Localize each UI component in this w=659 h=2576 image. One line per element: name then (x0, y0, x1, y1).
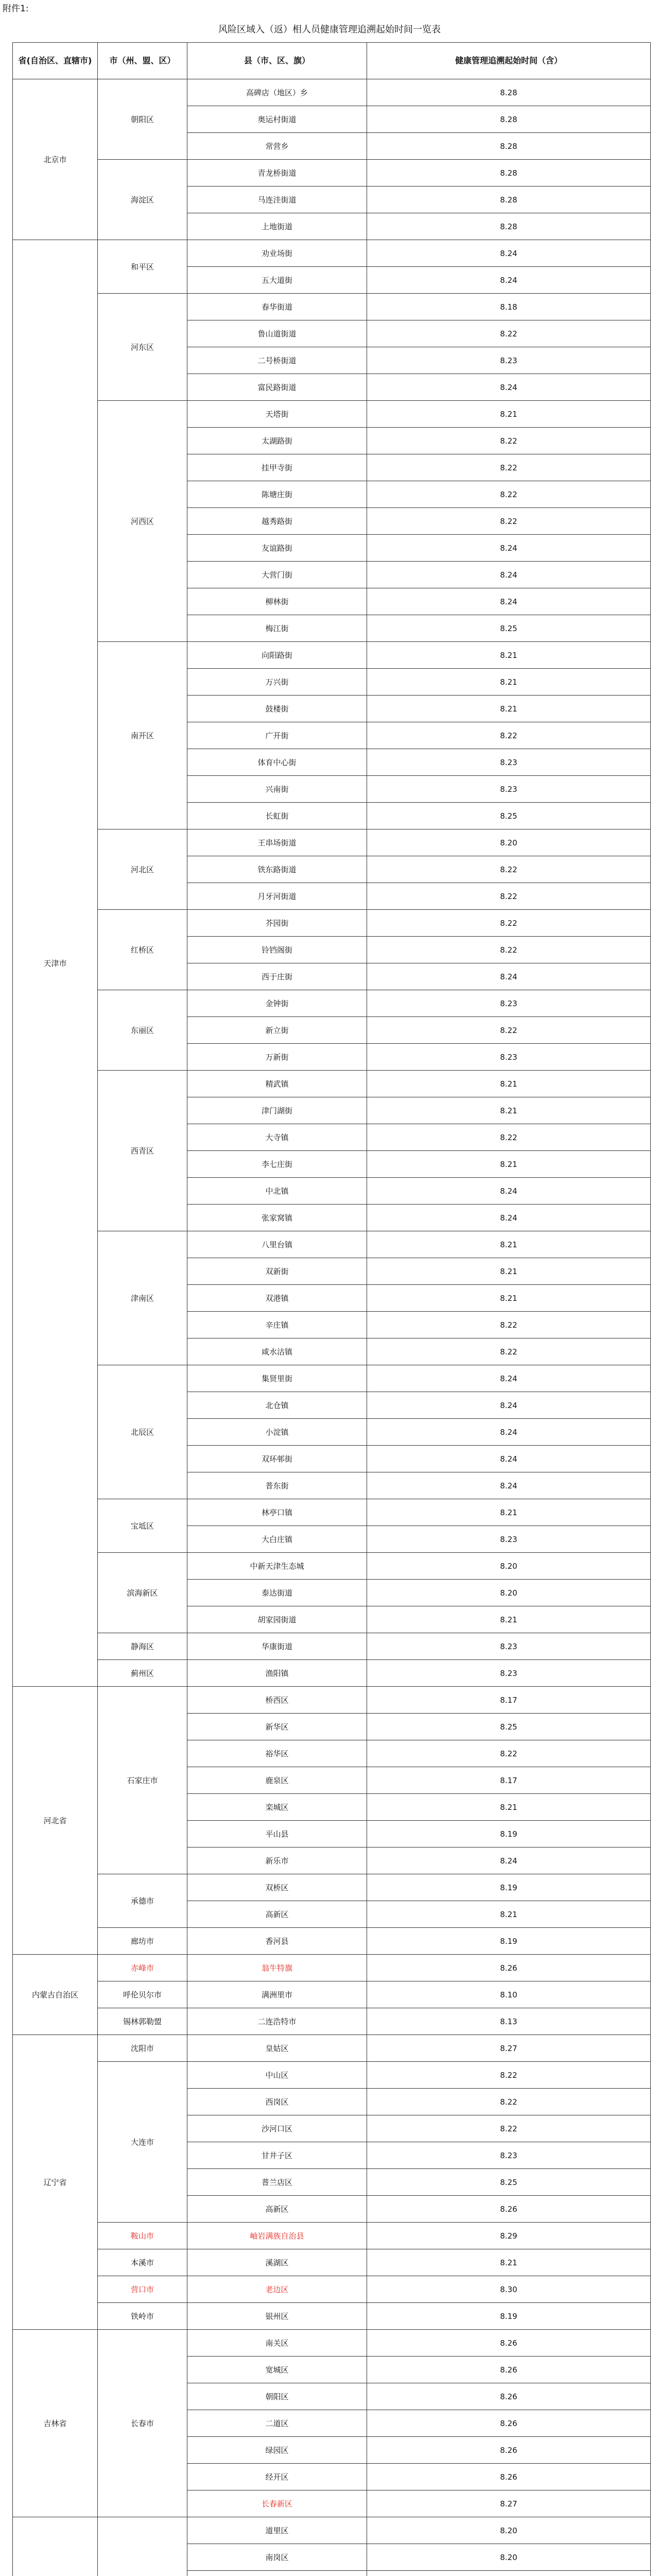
table-row (13, 990, 651, 1017)
county-cell: 大白庄镇 (187, 1526, 367, 1553)
county-cell: 万新街 (187, 1044, 367, 1071)
county-cell: 普东街 (187, 1472, 367, 1499)
start-time-cell: 8.26 (367, 2464, 651, 2490)
county-cell: 梅江街 (187, 615, 367, 642)
start-time-cell: 8.21 (367, 696, 651, 722)
table-row (13, 160, 651, 187)
city-cell: 和平区 (98, 240, 187, 294)
table-row (13, 1660, 651, 1687)
county-cell: 普兰店区 (187, 2169, 367, 2196)
county-cell: 双新街 (187, 1258, 367, 1285)
table-row (13, 1231, 651, 1258)
start-time-cell: 8.22 (367, 1017, 651, 1044)
start-time-cell: 8.24 (367, 562, 651, 588)
city-cell: 河西区 (98, 401, 187, 642)
city-cell: 本溪市 (98, 2249, 187, 2276)
table-row (13, 2062, 651, 2089)
county-cell: 中新天津生态城 (187, 1553, 367, 1580)
table-row (13, 2330, 651, 2357)
county-cell: 长春新区 (187, 2490, 367, 2517)
start-time-cell: 8.24 (367, 267, 651, 294)
start-time-cell: 8.26 (367, 2357, 651, 2383)
city-cell: 呼伦贝尔市 (98, 1981, 187, 2008)
start-time-cell: 8.24 (367, 240, 651, 267)
start-time-cell: 8.24 (367, 588, 651, 615)
start-time-cell: 8.19 (367, 1821, 651, 1848)
city-cell: 滨海新区 (98, 1553, 187, 1633)
start-time-cell (367, 2571, 651, 2576)
start-time-cell: 8.26 (367, 2196, 651, 2223)
county-cell: 金钟街 (187, 990, 367, 1017)
start-time-cell: 8.22 (367, 1740, 651, 1767)
city-cell: 蓟州区 (98, 1660, 187, 1687)
province-cell: 北京市 (13, 79, 98, 240)
county-cell: 双港镇 (187, 1285, 367, 1312)
start-time-cell: 8.28 (367, 213, 651, 240)
start-time-cell: 8.24 (367, 1446, 651, 1472)
city-cell: 宝坻区 (98, 1499, 187, 1553)
start-time-cell: 8.28 (367, 133, 651, 160)
city-cell: 津南区 (98, 1231, 187, 1365)
county-cell: 富民路街道 (187, 374, 367, 401)
start-time-cell: 8.22 (367, 1338, 651, 1365)
table-row (13, 2249, 651, 2276)
start-time-cell: 8.28 (367, 160, 651, 187)
city-cell: 石家庄市 (98, 1687, 187, 1874)
start-time-cell: 8.27 (367, 2490, 651, 2517)
start-time-cell: 8.20 (367, 829, 651, 856)
start-time-cell: 8.19 (367, 1928, 651, 1955)
county-cell: 北仓镇 (187, 1392, 367, 1419)
table-row (13, 2035, 651, 2062)
start-time-cell: 8.23 (367, 1633, 651, 1660)
county-cell: 张家窝镇 (187, 1205, 367, 1231)
start-time-cell: 8.24 (367, 1365, 651, 1392)
start-time-cell: 8.22 (367, 481, 651, 508)
table-row (13, 2008, 651, 2035)
city-cell: 北辰区 (98, 1365, 187, 1499)
start-time-cell: 8.20 (367, 1553, 651, 1580)
city-cell: 营口市 (98, 2276, 187, 2303)
county-cell: 裕华区 (187, 1740, 367, 1767)
start-time-cell: 8.24 (367, 1205, 651, 1231)
start-time-cell: 8.25 (367, 2169, 651, 2196)
start-time-cell: 8.17 (367, 1767, 651, 1794)
start-time-cell: 8.22 (367, 722, 651, 749)
province-cell: 内蒙古自治区 (13, 1955, 98, 2035)
table-row (13, 79, 651, 106)
county-cell: 万兴街 (187, 669, 367, 696)
county-cell: 鼓楼街 (187, 696, 367, 722)
start-time-cell: 8.22 (367, 2089, 651, 2115)
start-time-cell: 8.26 (367, 1955, 651, 1981)
start-time-cell: 8.28 (367, 106, 651, 133)
county-cell: 奥运村街道 (187, 106, 367, 133)
city-cell: 锡林郭勒盟 (98, 2008, 187, 2035)
county-cell: 满洲里市 (187, 1981, 367, 2008)
county-cell: 津门湖街 (187, 1097, 367, 1124)
start-time-cell: 8.23 (367, 776, 651, 803)
county-cell: 溪湖区 (187, 2249, 367, 2276)
county-cell: 中北镇 (187, 1178, 367, 1205)
start-time-cell: 8.13 (367, 2008, 651, 2035)
province-cell (13, 2517, 98, 2576)
city-cell: 长春市 (98, 2330, 187, 2517)
table-row (13, 401, 651, 428)
start-time-cell: 8.23 (367, 990, 651, 1017)
county-cell: 友谊路街 (187, 535, 367, 562)
county-cell: 集贤里街 (187, 1365, 367, 1392)
start-time-cell: 8.26 (367, 2410, 651, 2437)
county-cell: 香河县 (187, 1928, 367, 1955)
start-time-cell: 8.24 (367, 1419, 651, 1446)
county-cell: 高新区 (187, 1901, 367, 1928)
county-cell: 青龙桥街道 (187, 160, 367, 187)
county-cell: 岫岩满族自治县 (187, 2223, 367, 2249)
city-cell: 河东区 (98, 294, 187, 401)
county-cell: 八里台镇 (187, 1231, 367, 1258)
county-cell: 桥西区 (187, 1687, 367, 1714)
county-cell: 新立街 (187, 1017, 367, 1044)
start-time-cell: 8.21 (367, 669, 651, 696)
county-cell: 沙河口区 (187, 2115, 367, 2142)
county-cell: 上地街道 (187, 213, 367, 240)
county-cell: 咸水沽镇 (187, 1338, 367, 1365)
county-cell: 南岗区 (187, 2544, 367, 2571)
start-time-cell: 8.21 (367, 1285, 651, 1312)
city-cell: 鞍山市 (98, 2223, 187, 2249)
table-row (13, 829, 651, 856)
county-cell: 道里区 (187, 2517, 367, 2544)
start-time-cell: 8.19 (367, 1874, 651, 1901)
start-time-cell: 8.30 (367, 2276, 651, 2303)
start-time-cell: 8.21 (367, 1606, 651, 1633)
city-cell: 廊坊市 (98, 1928, 187, 1955)
start-time-cell: 8.26 (367, 2383, 651, 2410)
risk-area-table (12, 42, 651, 2576)
county-cell: 朝阳区 (187, 2383, 367, 2410)
table-row (13, 1365, 651, 1392)
county-cell: 平山县 (187, 1821, 367, 1848)
county-cell: 向阳路街 (187, 642, 367, 669)
city-cell: 铁岭市 (98, 2303, 187, 2330)
county-cell: 新乐市 (187, 1848, 367, 1874)
county-cell: 栾城区 (187, 1794, 367, 1821)
county-cell: 泰达街道 (187, 1580, 367, 1606)
county-cell: 月牙河街道 (187, 883, 367, 910)
header-province: 省(自治区、直辖市) (13, 43, 98, 79)
start-time-cell: 8.22 (367, 937, 651, 963)
county-cell: 广开街 (187, 722, 367, 749)
city-cell: 东丽区 (98, 990, 187, 1071)
county-cell: 陈塘庄街 (187, 481, 367, 508)
table-row (13, 2303, 651, 2330)
start-time-cell: 8.24 (367, 1178, 651, 1205)
county-cell: 大营门街 (187, 562, 367, 588)
county-cell: 西于庄街 (187, 963, 367, 990)
county-cell: 常营乡 (187, 133, 367, 160)
start-time-cell: 8.22 (367, 1312, 651, 1338)
table-row (13, 910, 651, 937)
table-row (13, 1874, 651, 1901)
county-cell: 王串场街道 (187, 829, 367, 856)
county-cell: 宽城区 (187, 2357, 367, 2383)
county-cell: 铃铛阁街 (187, 937, 367, 963)
city-cell: 红桥区 (98, 910, 187, 990)
start-time-cell: 8.22 (367, 2062, 651, 2089)
county-cell: 天塔街 (187, 401, 367, 428)
header-city: 市（州、盟、区） (98, 43, 187, 79)
start-time-cell: 8.19 (367, 2303, 651, 2330)
county-cell: 太湖路街 (187, 428, 367, 454)
county-cell: 二号桥街道 (187, 347, 367, 374)
start-time-cell: 8.20 (367, 1580, 651, 1606)
province-cell: 天津市 (13, 240, 98, 1687)
county-cell: 精武镇 (187, 1071, 367, 1097)
start-time-cell: 8.21 (367, 2249, 651, 2276)
county-cell: 绿园区 (187, 2437, 367, 2464)
province-cell: 辽宁省 (13, 2035, 98, 2330)
start-time-cell: 8.21 (367, 1071, 651, 1097)
attachment-label: 附件1: (3, 4, 29, 14)
start-time-cell: 8.25 (367, 615, 651, 642)
start-time-cell: 8.22 (367, 883, 651, 910)
table-row (13, 2276, 651, 2303)
start-time-cell: 8.23 (367, 1660, 651, 1687)
start-time-cell: 8.25 (367, 803, 651, 829)
start-time-cell: 8.21 (367, 1231, 651, 1258)
province-cell: 吉林省 (13, 2330, 98, 2517)
county-cell: 华康街道 (187, 1633, 367, 1660)
start-time-cell: 8.21 (367, 1258, 651, 1285)
start-time-cell: 8.24 (367, 1472, 651, 1499)
start-time-cell: 8.21 (367, 1151, 651, 1178)
start-time-cell: 8.25 (367, 1714, 651, 1740)
start-time-cell: 8.26 (367, 2437, 651, 2464)
table-body (13, 79, 651, 2576)
table-row (13, 294, 651, 320)
start-time-cell: 8.20 (367, 2517, 651, 2544)
city-cell: 河北区 (98, 829, 187, 910)
start-time-cell: 8.20 (367, 2544, 651, 2571)
start-time-cell: 8.22 (367, 1124, 651, 1151)
city-cell: 大连市 (98, 2062, 187, 2223)
county-cell: 鹿泉区 (187, 1767, 367, 1794)
county-cell: 挂甲寺街 (187, 454, 367, 481)
province-cell: 河北省 (13, 1687, 98, 1955)
county-cell: 体育中心街 (187, 749, 367, 776)
header-start-time: 健康管理追溯起始时间（含） (367, 43, 651, 79)
start-time-cell: 8.22 (367, 508, 651, 535)
county-cell: 小淀镇 (187, 1419, 367, 1446)
table-row (13, 240, 651, 267)
county-cell: 西岗区 (187, 2089, 367, 2115)
start-time-cell: 8.28 (367, 187, 651, 213)
county-cell: 高新区 (187, 2196, 367, 2223)
table-row (13, 1928, 651, 1955)
start-time-cell: 8.23 (367, 347, 651, 374)
start-time-cell: 8.21 (367, 1794, 651, 1821)
start-time-cell: 8.26 (367, 2330, 651, 2357)
city-cell: 朝阳区 (98, 79, 187, 160)
start-time-cell: 8.24 (367, 963, 651, 990)
county-cell: 柳林街 (187, 588, 367, 615)
start-time-cell: 8.21 (367, 1499, 651, 1526)
start-time-cell: 8.24 (367, 374, 651, 401)
start-time-cell: 8.24 (367, 1392, 651, 1419)
start-time-cell: 8.17 (367, 1687, 651, 1714)
table-row (13, 1071, 651, 1097)
county-cell: 胡家园街道 (187, 1606, 367, 1633)
county-cell: 辛庄镇 (187, 1312, 367, 1338)
start-time-cell: 8.22 (367, 2115, 651, 2142)
start-time-cell: 8.21 (367, 1097, 651, 1124)
county-cell: 马连洼街道 (187, 187, 367, 213)
county-cell: 甘井子区 (187, 2142, 367, 2169)
county-cell: 二连浩特市 (187, 2008, 367, 2035)
table-row (13, 1553, 651, 1580)
county-cell: 铁东路街道 (187, 856, 367, 883)
start-time-cell: 8.21 (367, 401, 651, 428)
start-time-cell: 8.23 (367, 749, 651, 776)
start-time-cell: 8.23 (367, 2142, 651, 2169)
city-cell: 海淀区 (98, 160, 187, 240)
start-time-cell: 8.27 (367, 2035, 651, 2062)
city-cell: 沈阳市 (98, 2035, 187, 2062)
start-time-cell: 8.10 (367, 1981, 651, 2008)
county-cell: 鲁山道街道 (187, 320, 367, 347)
county-cell: 翁牛特旗 (187, 1955, 367, 1981)
start-time-cell: 8.22 (367, 856, 651, 883)
county-cell: 老边区 (187, 2276, 367, 2303)
county-cell: 李七庄街 (187, 1151, 367, 1178)
table-row (13, 1981, 651, 2008)
county-cell: 中山区 (187, 2062, 367, 2089)
county-cell: 南关区 (187, 2330, 367, 2357)
county-cell: 大寺镇 (187, 1124, 367, 1151)
table-row (13, 2517, 651, 2544)
table-row (13, 2223, 651, 2249)
start-time-cell: 8.29 (367, 2223, 651, 2249)
county-cell: 双桥区 (187, 1874, 367, 1901)
start-time-cell: 8.23 (367, 1044, 651, 1071)
table-row (13, 1499, 651, 1526)
city-cell: 赤峰市 (98, 1955, 187, 1981)
start-time-cell: 8.22 (367, 454, 651, 481)
city-cell: 南开区 (98, 642, 187, 829)
county-cell: 五大道街 (187, 267, 367, 294)
county-cell: 长虹街 (187, 803, 367, 829)
start-time-cell: 8.23 (367, 1526, 651, 1553)
county-cell: 芥园街 (187, 910, 367, 937)
start-time-cell: 8.21 (367, 1901, 651, 1928)
city-cell (98, 2517, 187, 2576)
header-county: 县（市、区、旗） (187, 43, 367, 79)
county-cell: 经开区 (187, 2464, 367, 2490)
table-row (13, 642, 651, 669)
start-time-cell: 8.22 (367, 428, 651, 454)
county-cell: 银州区 (187, 2303, 367, 2330)
county-cell: 双环邨街 (187, 1446, 367, 1472)
start-time-cell: 8.28 (367, 79, 651, 106)
start-time-cell: 8.24 (367, 535, 651, 562)
county-cell: 劝业场街 (187, 240, 367, 267)
start-time-cell: 8.21 (367, 642, 651, 669)
county-cell: 林亭口镇 (187, 1499, 367, 1526)
county-cell: 高碑店（地区）乡 (187, 79, 367, 106)
table-row (13, 1633, 651, 1660)
table-header-row (13, 43, 651, 79)
county-cell: 新华区 (187, 1714, 367, 1740)
page-title: 风险区域入（返）相人员健康管理追溯起始时间一览表 (218, 24, 441, 35)
table-row (13, 1955, 651, 1981)
county-cell (187, 2571, 367, 2576)
city-cell: 西青区 (98, 1071, 187, 1231)
start-time-cell: 8.22 (367, 320, 651, 347)
county-cell: 春华街道 (187, 294, 367, 320)
county-cell: 兴南街 (187, 776, 367, 803)
county-cell: 皇姑区 (187, 2035, 367, 2062)
table-row (13, 1687, 651, 1714)
county-cell: 越秀路街 (187, 508, 367, 535)
city-cell: 静海区 (98, 1633, 187, 1660)
city-cell: 承德市 (98, 1874, 187, 1928)
start-time-cell: 8.18 (367, 294, 651, 320)
county-cell: 渔阳镇 (187, 1660, 367, 1687)
start-time-cell: 8.24 (367, 1848, 651, 1874)
county-cell: 二道区 (187, 2410, 367, 2437)
start-time-cell: 8.22 (367, 910, 651, 937)
